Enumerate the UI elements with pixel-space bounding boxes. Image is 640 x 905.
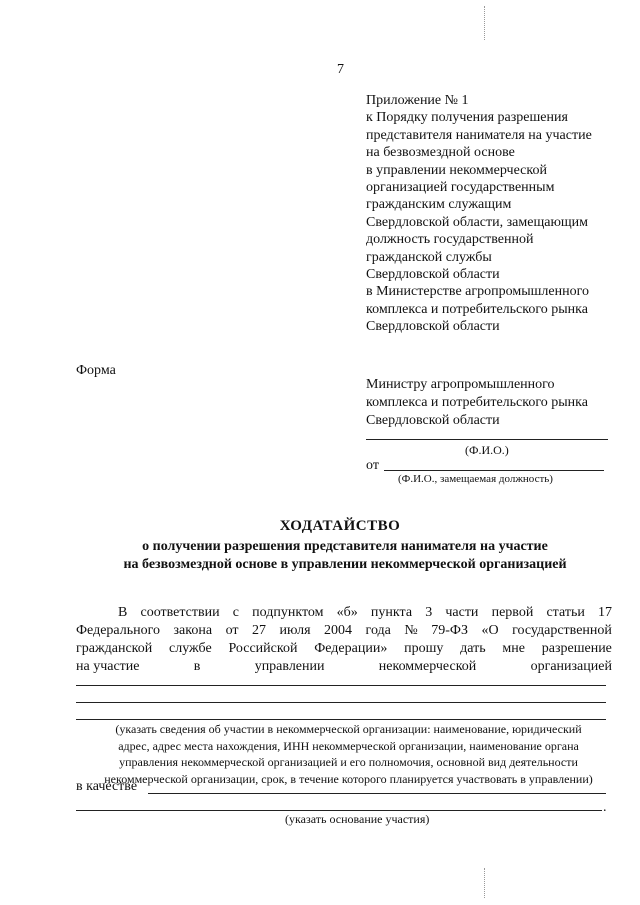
body-line-2 (76, 622, 612, 640)
word: 27 (252, 623, 267, 638)
addressee-line: Министру агропромышленного (366, 377, 555, 392)
word: «б» (336, 605, 358, 620)
petition-body (76, 604, 612, 676)
body-line-3 (76, 640, 612, 658)
addressee-fio-blank[interactable] (366, 439, 608, 440)
page-edge-marks-top (484, 6, 487, 40)
capacity-label: в качестве (76, 779, 138, 794)
word: от (225, 623, 239, 638)
appendix-line: гражданской службы (366, 249, 492, 265)
page-edge-marks-bottom (484, 868, 487, 898)
participation-details-blank-2[interactable] (76, 702, 606, 703)
capacity-blank-2[interactable] (76, 810, 602, 811)
word: № (404, 623, 418, 638)
appendix-line: Свердловской области (366, 267, 500, 283)
word: прошу (404, 641, 444, 656)
word: управлении (254, 659, 325, 674)
word: на участие (76, 659, 140, 674)
word: соответствии (140, 605, 220, 620)
subtitle-line: о получении разрешения представителя нанимателя на участие (142, 539, 548, 554)
capacity-blank[interactable] (148, 793, 606, 794)
subtitle-line: на безвозмездной основе в управлении некоммерческой организацией (123, 557, 567, 572)
word: В (118, 605, 128, 620)
word: с (232, 605, 239, 620)
page-number: 7 (337, 62, 344, 77)
appendix-header (366, 92, 638, 336)
from-label: от (366, 458, 379, 473)
hint-line: некоммерческой организации, срок, в течение которого планируется участвовать в управлении) (104, 771, 593, 786)
word: организацией (530, 659, 612, 674)
word: пункта (370, 605, 413, 620)
participation-details-blank-1[interactable] (76, 685, 606, 686)
word: 3 (425, 605, 433, 620)
addressee-block (366, 376, 626, 430)
appendix-line: комплекса и потребительского рынка (366, 301, 588, 317)
word: года (365, 623, 391, 638)
appendix-line: в Министерстве агропромышленного (366, 284, 589, 300)
appendix-line: Приложение № 1 (366, 93, 469, 108)
word: «О (481, 623, 499, 638)
word: мне (502, 641, 525, 656)
appendix-line: представителя нанимателя на участие (366, 127, 592, 143)
word: подпунктом (252, 605, 324, 620)
word: службе (169, 641, 212, 656)
word: июля (279, 623, 311, 638)
word: разрешение (541, 641, 612, 656)
word: 79-ФЗ (431, 623, 468, 638)
word: части (445, 605, 479, 620)
fio-caption: (Ф.И.О.) (465, 443, 509, 457)
participation-details-blank-3[interactable] (76, 719, 606, 720)
appendix-line: в управлении некоммерческой (366, 162, 547, 178)
form-label: Форма (76, 363, 116, 378)
applicant-fio-blank[interactable] (384, 470, 604, 471)
word: некоммерческой (378, 659, 477, 674)
body-line-1 (76, 604, 612, 622)
word: 2004 (324, 623, 353, 638)
word: дать (460, 641, 486, 656)
word: закона (173, 623, 213, 638)
addressee-line: Свердловской области (366, 413, 500, 428)
document-subtitle (0, 538, 640, 574)
document-title: ХОДАТАЙСТВО (279, 518, 401, 534)
appendix-line: Свердловской области, замещающим (366, 214, 589, 230)
appendix-line: к Порядку получения разрешения (366, 110, 568, 126)
word: статьи (546, 605, 585, 620)
word: Федерации» (314, 641, 388, 656)
word: 17 (597, 605, 612, 620)
word: государственной (512, 623, 612, 638)
appendix-line: организацией государственным (366, 180, 555, 196)
appendix-line: на безвозмездной основе (366, 145, 515, 161)
basis-caption: (указать основание участия) (285, 812, 430, 826)
word: Федерального (76, 623, 161, 638)
appendix-line: гражданским служащим (366, 197, 512, 213)
appendix-line: Свердловской области (366, 319, 500, 335)
closing-period: . (603, 800, 607, 815)
appendix-line: должность государственной (366, 232, 534, 248)
word: гражданской (76, 641, 153, 656)
word: первой (491, 605, 534, 620)
addressee-line: комплекса и потребительского рынка (366, 395, 588, 410)
word: Российской (228, 641, 298, 656)
hint-line: (указать сведения об участии в некоммерческой организации: наименование, юридический (115, 722, 582, 736)
word: в (193, 659, 201, 674)
hint-line: адрес, адрес места нахождения, ИНН некоммерческой организации, наименование органа (118, 738, 579, 753)
hint-line: управления некоммерческой организацией и его полномочия, основной вид деятельности (119, 755, 578, 769)
from-caption: (Ф.И.О., замещаемая должность) (398, 473, 553, 485)
body-line-4 (76, 658, 612, 676)
participation-details-hint (76, 721, 621, 787)
